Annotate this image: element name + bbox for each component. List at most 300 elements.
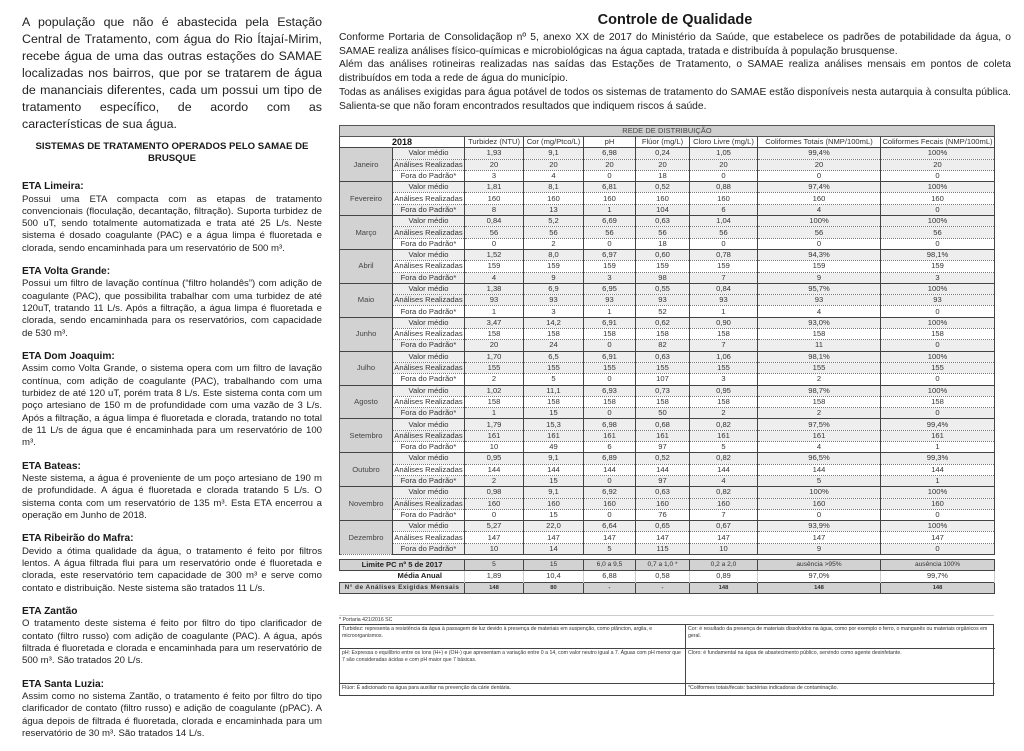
table-cell: 4 [465,272,524,283]
table-cell: 4 [758,204,881,215]
table-cell: 93,9% [758,521,881,532]
table-cell: 3,47 [465,317,524,328]
table-cell: 56 [584,227,636,238]
month-label: Janeiro [340,148,393,182]
table-cell: 2 [758,408,881,419]
table-cell: 158 [584,329,636,340]
quality-control-title: Controle de Qualidade [597,12,753,28]
month-label: Dezembro [340,521,393,555]
eta-block [22,351,322,450]
eta-name: ETA Zantão [22,605,78,617]
table-cell: 160 [881,498,995,509]
table-cell: 0 [758,509,881,520]
table-row [340,362,995,373]
row-label: Análises Realizadas [394,159,463,169]
table-cell: 1,02 [465,385,524,396]
column-header: Coliformes Totais (NMP/100mL) [758,137,881,148]
table-cell: 3 [690,374,758,385]
table-cell: 3 [465,170,524,181]
table-cell: 93 [758,295,881,306]
table-cell: 158 [465,329,524,340]
table-cell: 15,3 [524,419,584,430]
table-cell: 0,62 [636,317,690,328]
eta-description: Possui um filtro de lavação contínua (“filtro holandês”) com adição de coagulante (PAC), que possibilita trabalhar com uma turbidez de até 120uT, tratando 11 L/s. Após a filtração, a água limpa é fluoretada e clorada, sendo encaminhada para os reservatórios, com capacidade de 530 m³. [22,278,322,339]
table-cell: 6,9 [524,283,584,294]
table-cell: 9 [758,543,881,554]
table-cell: 100% [881,148,995,159]
table-cell: 98,7% [758,385,881,396]
table-cell: 5 [690,442,758,453]
table-cell: 0,84 [690,283,758,294]
table-cell: 155 [690,362,758,373]
table-cell: 160 [465,193,524,204]
annual-value: 10,4 [524,571,584,582]
table-cell: 158 [636,396,690,407]
limit-value: ausência >95% [758,559,881,570]
table-cell: 159 [636,261,690,272]
limit-value: 15 [524,559,584,570]
table-row [340,238,995,249]
table-cell: 0 [465,509,524,520]
eta-description: Devido a ótima qualidade da água, o tratamento é feito por filtros lentos. A água filtrada flui para um reservatório onde é fluoretada e clorada, este reservatório tem capacidade de 300 m³ e serve como contato e distribuição. Neste sistema são tratados 11 L/s. [22,545,322,594]
table-cell: 0,63 [636,216,690,227]
table-cell: 100% [881,283,995,294]
table-cell: 2 [690,408,758,419]
table-band-title: REDE DE DISTRIBUIÇÃO [340,126,995,137]
table-cell: 160 [690,498,758,509]
table-cell: 6,64 [584,521,636,532]
table-cell: 155 [465,362,524,373]
table-cell: 1,70 [465,351,524,362]
eta-block [22,461,322,523]
required-value: 148 [881,582,995,593]
row-label: Análises Realizadas [394,295,463,305]
row-label: Análises Realizadas [394,329,463,339]
row-label: Valor médio [393,317,465,328]
qc-paragraph: Além das análises rotineiras realizadas nas saídas das Estações de Tratamento, o SAMAE realiza análises mensais em pontos de coleta distribuídos em toda a rede de água do município. [339,59,1011,85]
limit-value: 0,2 a 2,0 [690,559,758,570]
required-value: 148 [465,582,524,593]
table-cell: 155 [524,362,584,373]
table-cell: 3 [584,272,636,283]
row-label: Fora do Padrão* [393,475,465,486]
table-cell: 99,4% [881,419,995,430]
note-coliformes: *Coliformes totais/fecais: bactérias indicadoras de contaminação. [688,685,838,691]
table-row [340,295,995,306]
table-cell: 161 [584,430,636,441]
table-cell: 20 [465,159,524,170]
eta-name: ETA Bateas: [22,460,81,472]
table-cell: 95,7% [758,283,881,294]
table-cell: 159 [524,261,584,272]
table-cell: 0,52 [636,182,690,193]
table-cell: 147 [881,532,995,543]
table-cell: 100% [758,216,881,227]
table-row [340,453,995,464]
row-label: Valor médio [393,453,465,464]
table-cell: 96,5% [758,453,881,464]
table-cell: 0,52 [636,453,690,464]
table-cell: 147 [524,532,584,543]
table-cell: 97,4% [758,182,881,193]
table-cell: 8,0 [524,249,584,260]
table-cell: 1,52 [465,249,524,260]
note-ph: pH: Expressa o equilíbrio entre os íons (H+) e (OH-) que apresentam a variação entre 0 a 14, com valor neutro igual a 7. Águas com pH menor que 7 são consideradas ácidas e com pH maior que 7 básicas. [340,649,686,684]
table-cell: 5 [584,543,636,554]
table-cell: 93 [465,295,524,306]
table-cell: 160 [524,193,584,204]
table-cell: 6,93 [584,385,636,396]
table-cell: 158 [524,396,584,407]
table-cell: 6,89 [584,453,636,464]
table-row [340,329,995,340]
row-label: Valor médio [393,216,465,227]
table-cell: 4 [524,170,584,181]
table-cell: 160 [465,498,524,509]
table-row [340,351,995,362]
table-cell: 56 [636,227,690,238]
row-label: Análises Realizadas [394,430,463,440]
table-cell: 93 [524,295,584,306]
table-row [340,170,995,181]
table-cell: 0 [881,306,995,317]
quality-control-section [339,12,1011,113]
systems-title: SISTEMAS DE TRATAMENTO OPERADOS PELO SAMAE DE BRUSQUE [35,141,309,164]
required-value: 148 [690,582,758,593]
annual-value: 0,89 [690,571,758,582]
table-cell: 0 [690,238,758,249]
table-cell: 0 [881,374,995,385]
table-cell: 0,82 [690,487,758,498]
table-cell: 20 [690,159,758,170]
row-label: Valor médio [393,351,465,362]
row-label: Valor médio [393,182,465,193]
table-cell: 100% [881,182,995,193]
table-cell: 144 [636,464,690,475]
table-cell: 0 [690,170,758,181]
table-cell: 0 [584,509,636,520]
table-cell: 161 [881,430,995,441]
table-cell: 14 [524,543,584,554]
row-label: Valor médio [393,487,465,498]
table-row [340,216,995,227]
table-row [340,509,995,520]
table-row [340,408,995,419]
table-cell: 8 [465,204,524,215]
month-label: Março [340,216,393,250]
table-cell: 107 [636,374,690,385]
table-row [340,283,995,294]
table-cell: 5,27 [465,521,524,532]
table-cell: 100% [758,487,881,498]
table-cell: 0,55 [636,283,690,294]
table-cell: 160 [636,498,690,509]
table-cell: 15 [524,408,584,419]
table-cell: 0,65 [636,521,690,532]
table-cell: 0,82 [690,453,758,464]
limit-value: 0,7 a 1,0 * [636,559,690,570]
table-cell: 147 [758,532,881,543]
annual-value: 6,88 [584,571,636,582]
table-cell: 2 [465,475,524,486]
table-cell: 22,0 [524,521,584,532]
row-label: Fora do Padrão* [393,306,465,317]
limit-value: 6,0 a 9,5 [584,559,636,570]
table-cell: 0,95 [465,453,524,464]
table-row [340,159,995,170]
table-cell: 144 [524,464,584,475]
row-label: Fora do Padrão* [393,509,465,520]
table-cell: 9,1 [524,453,584,464]
left-column [22,14,322,751]
glossary-grid [339,624,994,696]
table-cell: 0,88 [690,182,758,193]
table-cell: 93 [881,295,995,306]
table-cell: 0 [465,238,524,249]
table-cell: 93 [636,295,690,306]
table-cell: 0 [758,170,881,181]
table-row [340,475,995,486]
table-cell: 159 [465,261,524,272]
table-cell: 9 [758,272,881,283]
table-cell: 0 [881,204,995,215]
table-cell: 0,63 [636,487,690,498]
table-cell: 0,84 [465,216,524,227]
table-cell: 93,0% [758,317,881,328]
table-cell: 0 [584,340,636,351]
table-cell: 100% [881,351,995,362]
row-label: Fora do Padrão* [393,204,465,215]
table-cell: 159 [584,261,636,272]
required-value: - [584,582,636,593]
table-cell: 1 [584,306,636,317]
month-label: Outubro [340,453,393,487]
table-cell: 93 [584,295,636,306]
row-label: Fora do Padrão* [393,272,465,283]
table-cell: 20 [524,159,584,170]
required-value: 80 [524,582,584,593]
table-cell: 0,63 [636,351,690,362]
table-cell: 147 [465,532,524,543]
table-cell: 100% [881,216,995,227]
table-row [340,442,995,453]
row-label: Análises Realizadas [394,363,463,373]
eta-block [22,533,322,595]
table-cell: 1,04 [690,216,758,227]
table-cell: 1,05 [690,148,758,159]
table-cell: 56 [465,227,524,238]
table-cell: 147 [690,532,758,543]
row-label: Fora do Padrão* [393,238,465,249]
table-cell: 144 [465,464,524,475]
table-cell: 56 [758,227,881,238]
column-header: Coliformes Fecais (NMP/100mL) [882,137,993,147]
table-cell: 161 [465,430,524,441]
row-label: Análises Realizadas [394,464,463,474]
table-cell: 160 [524,498,584,509]
table-cell: 161 [690,430,758,441]
table-cell: 1,38 [465,283,524,294]
table-cell: 158 [636,329,690,340]
table-cell: 98,1% [881,249,995,260]
column-header: Cloro Livre (mg/L) [690,137,758,148]
row-label: Fora do Padrão* [393,408,465,419]
eta-name: ETA Ribeirão do Mafra: [22,533,134,545]
table-cell: 76 [636,509,690,520]
table-cell: 6,69 [584,216,636,227]
table-cell: 1 [881,442,995,453]
row-label: Fora do Padrão* [393,340,465,351]
table-cell: 97 [636,442,690,453]
row-label: Valor médio [393,419,465,430]
table-cell: 20 [584,159,636,170]
note-cor: Cor: é resultado da presença de materiais dissolvidos na água, como por exemplo o ferro, o manganês ou materiais orgânicos em geral. [686,625,995,649]
required-row [340,582,995,593]
table-cell: 18 [636,170,690,181]
table-cell: 0 [758,238,881,249]
table-cell: 6,5 [524,351,584,362]
eta-description: Assim como no sistema Zantão, o tratamento é feito por filtro do tipo clarificador de contato (filtro russo) e adição de coagulante (pPAC). A água depois de filtrada é fluoretada, clorada e encaminhada para um reservatório de 30 m³. São tratados 14 L/s. [22,691,322,739]
table-cell: 2 [758,374,881,385]
notes-section [339,615,994,696]
note-cloro: Cloro: é fundamental na água de abastecimento público, servindo como agente desinfetante. [686,649,995,684]
table-cell: 13 [524,204,584,215]
table-row [340,396,995,407]
table-cell: 0 [881,408,995,419]
table-cell: 18 [636,238,690,249]
table-cell: 0,95 [690,385,758,396]
table-cell: 147 [584,532,636,543]
table-cell: 7 [690,340,758,351]
column-header: pH [584,137,636,148]
table-cell: 100% [881,487,995,498]
table-cell: 0 [584,374,636,385]
note-fluor: Flúor: É adicionado na água para auxiliar na prevenção da cárie dentária. [340,684,686,695]
table-cell: 8,1 [524,182,584,193]
table-cell: 5 [758,475,881,486]
required-value: 148 [758,582,881,593]
table-cell: 0 [584,475,636,486]
table-row [340,430,995,441]
table-row [340,340,995,351]
table-cell: 49 [524,442,584,453]
table-cell: 14,2 [524,317,584,328]
table-cell: 6,91 [584,351,636,362]
required-label: N° de Análises Exigidas Mensais [340,582,465,593]
eta-block [22,606,322,668]
row-label: Valor médio [393,148,465,159]
table-row [340,272,995,283]
table-cell: 0,24 [636,148,690,159]
table-cell: 10 [465,543,524,554]
table-cell: 97 [636,475,690,486]
table-cell: 158 [881,396,995,407]
table-cell: 158 [758,396,881,407]
table-cell: 1,93 [465,148,524,159]
table-cell: 15 [524,475,584,486]
row-label: Fora do Padrão* [393,442,465,453]
table-cell: 20 [758,159,881,170]
row-label: Análises Realizadas [394,396,463,406]
table-cell: 1,79 [465,419,524,430]
table-cell: 94,3% [758,249,881,260]
table-cell: 1 [465,306,524,317]
table-cell: 0,67 [690,521,758,532]
table-cell: 6,97 [584,249,636,260]
table-cell: 0 [881,170,995,181]
month-label: Fevereiro [340,182,393,216]
row-label: Análises Realizadas [394,532,463,542]
table-cell: 155 [584,362,636,373]
table-row [340,487,995,498]
table-cell: 160 [881,193,995,204]
table-cell: 0 [584,408,636,419]
table-cell: 20 [881,159,995,170]
table-cell: 0,68 [636,419,690,430]
table-cell: 0,78 [690,249,758,260]
eta-block [22,181,322,255]
table-cell: 0 [881,509,995,520]
table-cell: 6,95 [584,283,636,294]
table-cell: 0 [881,238,995,249]
table-cell: 0 [584,170,636,181]
table-cell: 99,3% [881,453,995,464]
table-cell: 0 [881,340,995,351]
column-header: Cor (mg/Ptco/L) [524,137,584,148]
table-row [340,419,995,430]
annual-label: Média Anual [340,571,465,582]
limit-row [340,559,995,570]
eta-description: Possui uma ETA compacta com as etapas de tratamento convencionais (floculação, decantação, filtração). Suporta turbidez de 500 uT, sendo totalmente automatizada e trata até 25 L/s. Neste sistema é dosado coagulante (PAC) e a água limpa é fluoretada e clorada, sendo encaminhada para um reservatório de 500 m³. [22,193,322,254]
table-row [340,249,995,260]
eta-name: ETA Santa Luzia: [22,678,105,690]
table-cell: 9 [524,272,584,283]
eta-name: ETA Dom Joaquim: [22,350,115,362]
table-row [340,543,995,554]
table-cell: 158 [758,329,881,340]
table-cell: 56 [881,227,995,238]
table-row [340,385,995,396]
table-cell: 0 [881,543,995,554]
table-cell: 100% [881,385,995,396]
eta-description: Assim como Volta Grande, o sistema opera com um filtro de lavação contínua, com adição de coagulante (PAC), trabalhando com uma turbidez de até 120 uT, porém trata 8 L/s. Este sistema conta com um poço artesiano de 150 m de profundidade com uma vazão de 3 L/s. Após a filtração, a água limpa é fluoretada e clorada, tratando no total de 11 L/s de água que é encaminhada para um reservatório de 100 m³. [22,363,322,449]
table-cell: 144 [584,464,636,475]
table-year: 2018 [340,137,465,148]
table-row [340,498,995,509]
month-label: Novembro [340,487,393,521]
table-cell: 11 [758,340,881,351]
table-cell: 159 [690,261,758,272]
table-cell: 1 [584,204,636,215]
distribution-network-table [339,125,994,594]
table-cell: 5,2 [524,216,584,227]
row-label: Valor médio [393,385,465,396]
table-row [340,306,995,317]
table-cell: 4 [690,475,758,486]
row-label: Valor médio [393,249,465,260]
table-cell: 1,06 [690,351,758,362]
row-label: Valor médio [393,283,465,294]
limit-label: Limite PC nº 5 de 2017 [340,559,465,570]
table-cell: 97,5% [758,419,881,430]
table-cell: 158 [584,396,636,407]
table-row [340,227,995,238]
qc-paragraph: Todas as análises exigidas para água potável de todos os sistemas de tratamento do SAMAE estão disponíveis nesta autarquia à consulta pública. Salienta-se que não foram encontrados resultados que indiquem riscos á saúde. [339,86,1011,112]
table-cell: 1 [465,408,524,419]
table-cell: 11,1 [524,385,584,396]
table-cell: 4 [758,306,881,317]
required-value: - [636,582,690,593]
